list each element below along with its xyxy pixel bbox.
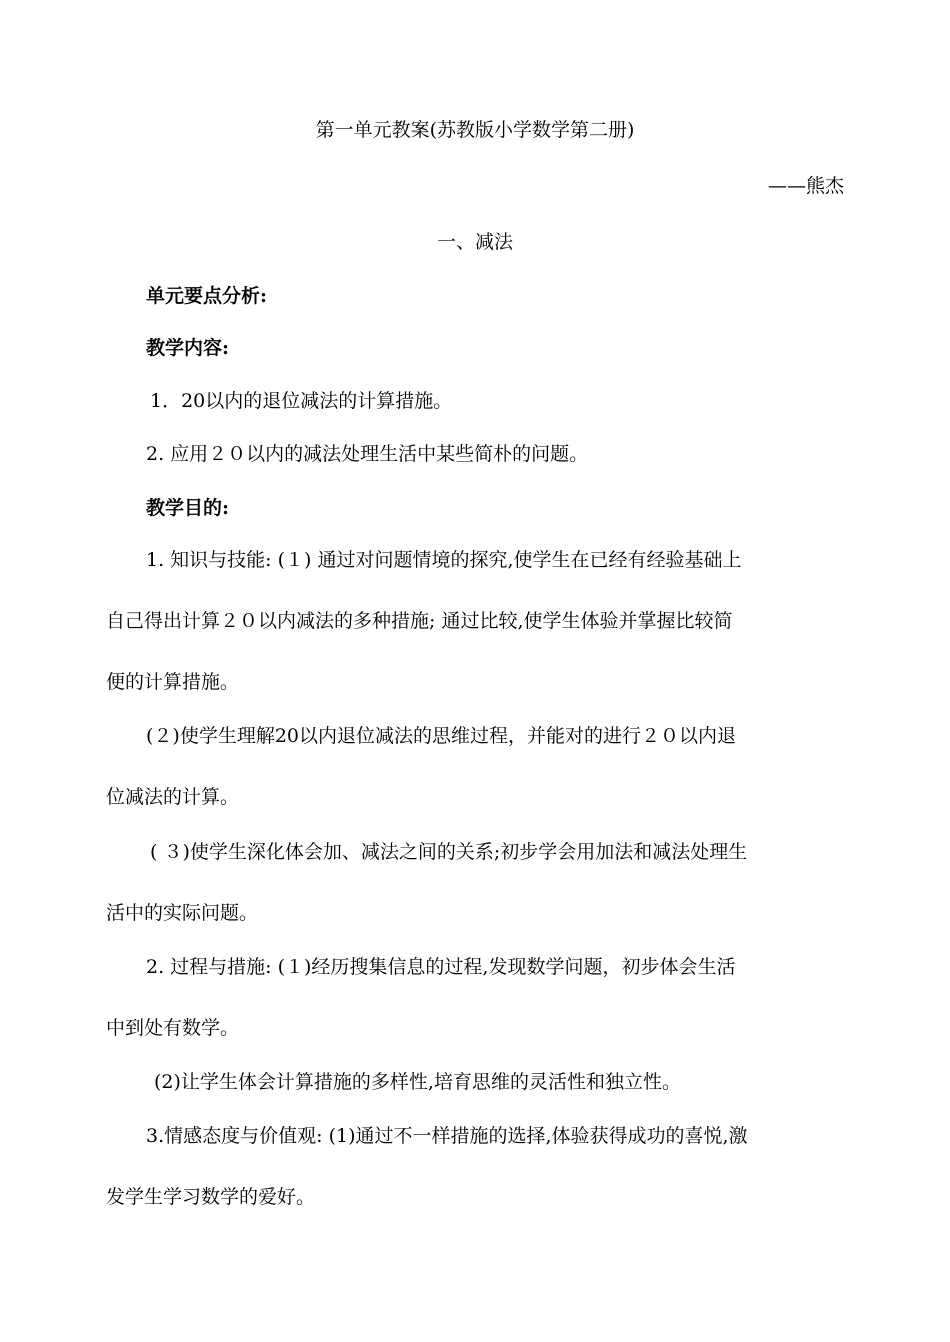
goal-line-4: (２)使学生理解20以内退位减法的思维过程，并能对的进行２０以内退 [146,725,737,747]
teaching-content-heading: 教学内容: [146,337,230,359]
goal-line-5: 位减法的计算。 [106,786,240,808]
goal-line-1: 1. 知识与技能: (１) 通过对问题情境的探究,使学生在已经有经验基础上 [146,549,742,571]
teaching-goal-heading: 教学目的: [146,497,230,519]
goal-line-2: 自己得出计算２０以内减法的多种措施; 通过比较,使学生体验并掌握比较简 [106,610,733,632]
goal-line-10: (2)让学生体会计算措施的多样性,培育思维的灵活性和独立性。 [154,1071,681,1093]
unit-analysis-heading: 单元要点分析: [146,285,268,307]
goal-line-11: 3.情感态度与价值观: (1)通过不一样措施的选择,体验获得成功的喜悦,激 [146,1125,748,1147]
goal-line-9: 中到处有数学。 [106,1017,240,1039]
goal-line-7: 活中的实际问题。 [106,902,259,924]
section-heading: 一、减法 [436,231,513,253]
document-title: 第一单元教案(苏教版小学数学第二册) [315,119,635,141]
content-item-2: 2. 应用２０以内的减法处理生活中某些简朴的问题。 [146,443,589,465]
goal-line-3: 便的计算措施。 [106,671,240,693]
content-item-1: 1．20以内的退位减法的计算措施。 [150,390,453,412]
author-line: ——熊杰 [767,175,844,197]
goal-line-12: 发学生学习数学的爱好。 [106,1186,316,1208]
goal-line-8: 2. 过程与措施: (１)经历搜集信息的过程,发现数学问题，初步体会生活 [146,956,736,978]
goal-line-6: ( ３)使学生深化体会加、减法之间的关系;初步学会用加法和减法处理生 [150,841,748,863]
